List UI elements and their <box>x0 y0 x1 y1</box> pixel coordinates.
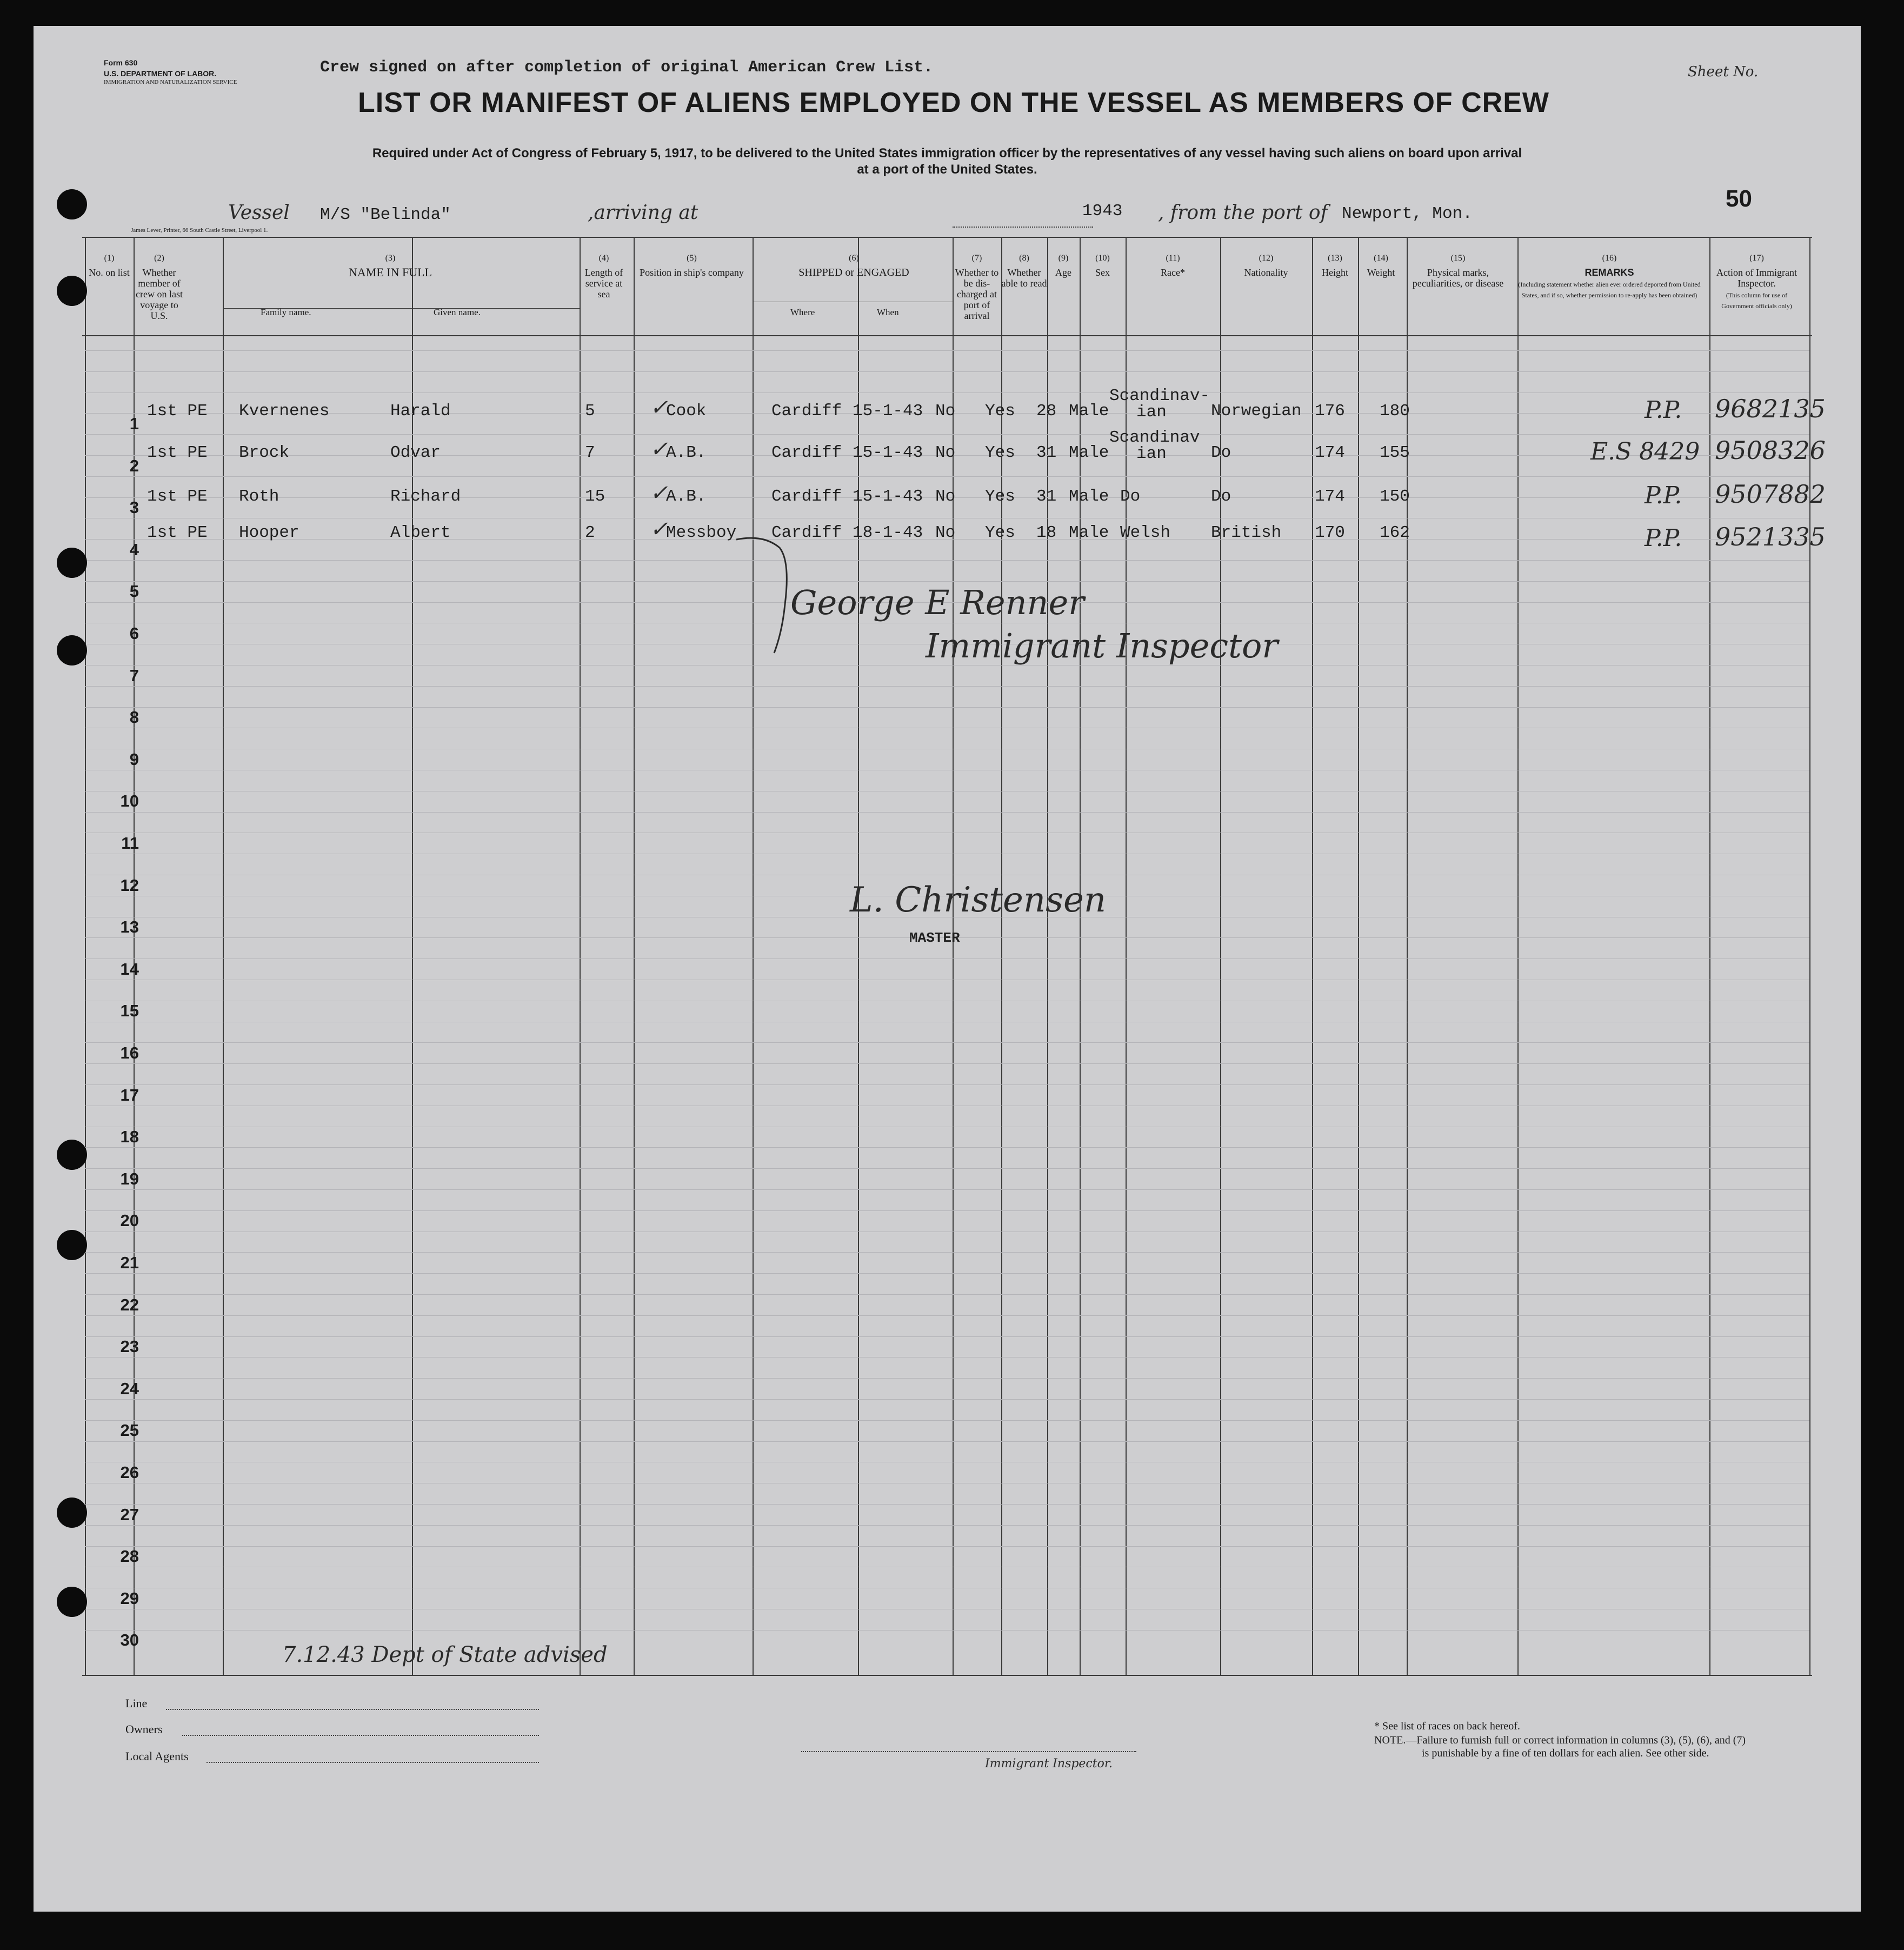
remark-annotation: P.P. <box>1645 396 1682 424</box>
column-rule <box>134 237 135 1675</box>
column-header-14: (14) Weight <box>1367 254 1395 278</box>
row-number: 26 <box>120 1463 139 1482</box>
crew-given-cell: Albert <box>390 523 451 542</box>
column-header-3: (3) NAME IN FULL <box>349 254 432 279</box>
remark-annotation: P.P. <box>1645 482 1682 509</box>
crew-read-cell: Yes <box>985 523 1015 542</box>
column-header-13: (13) Height <box>1322 254 1348 278</box>
column-header-5: (5) Position in ship's company <box>640 254 744 278</box>
row-number: 22 <box>120 1295 139 1314</box>
owners-label: Owners <box>125 1722 163 1736</box>
row-number: 14 <box>120 959 139 979</box>
row-number: 30 <box>120 1630 139 1650</box>
crew-nationality-cell: Do <box>1211 487 1231 506</box>
grid-rule <box>85 1504 1809 1505</box>
crew-position-cell: A.B. <box>666 487 707 506</box>
manifest-sheet <box>34 26 1861 1912</box>
column-rule <box>1358 237 1359 1675</box>
row-number: 15 <box>120 1001 139 1021</box>
column-header-16: (16) REMARKS (Including statement whether alien ever ordered deported from United States, and if so, whether permission to re-apply has been obtained) <box>1518 254 1701 299</box>
row-number: 28 <box>120 1547 139 1566</box>
stamp-number: 50 <box>1726 185 1752 212</box>
grid-rule <box>85 560 1809 561</box>
column-header-2: (2) Whether member of crew on last voyage to U.S. <box>136 254 183 321</box>
grid-rule <box>85 707 1809 708</box>
grid-rule <box>85 392 1809 393</box>
inspector-action-number: 9507882 <box>1715 480 1826 509</box>
master-signature: L. Christensen <box>850 880 1107 920</box>
crew-age-cell: 31 <box>1036 443 1057 462</box>
row-number: 27 <box>120 1505 139 1524</box>
vessel-year: 1943 <box>1082 202 1123 221</box>
row-number: 18 <box>120 1127 139 1147</box>
form-number: Form 630 <box>104 58 138 67</box>
inspector-action-number: 9508326 <box>1715 436 1826 465</box>
crew-race1-cell: Scandinav <box>1109 428 1200 447</box>
crew-read-cell: Yes <box>985 443 1015 462</box>
row-number: 23 <box>120 1337 139 1356</box>
crew-prev-cell: 1st PE <box>147 443 208 462</box>
crew-where-cell: Cardiff <box>771 523 842 542</box>
column-header-9: (9) Age <box>1055 254 1071 278</box>
when-subheader: When <box>877 307 899 317</box>
crew-sex-cell: Male <box>1069 443 1109 462</box>
crew-weight-cell: 162 <box>1380 523 1410 542</box>
crew-race1-cell: Do <box>1120 487 1141 506</box>
row-number: 6 <box>129 624 139 643</box>
family-name-subheader: Family name. <box>261 307 311 317</box>
grid-rule <box>85 1084 1809 1085</box>
column-rule <box>1126 237 1127 1675</box>
grid-rule <box>85 371 1809 372</box>
crew-discharged-cell: No <box>935 487 956 506</box>
column-rule <box>634 237 635 1675</box>
checkmark-icon: ✓ <box>650 481 668 505</box>
column-rule <box>1312 237 1313 1675</box>
remark-annotation: E.S 8429 <box>1590 438 1700 465</box>
grid-rule <box>85 812 1809 813</box>
crew-age-cell: 31 <box>1036 487 1057 506</box>
grid-rule <box>85 1189 1809 1190</box>
crew-sex-cell: Male <box>1069 523 1109 542</box>
where-subheader: Where <box>790 307 815 317</box>
crew-sex-cell: Male <box>1069 487 1109 506</box>
row-number: 16 <box>120 1043 139 1062</box>
grid-rule <box>85 1042 1809 1043</box>
grid-rule <box>85 1336 1809 1337</box>
inspector-signature: George E Renner <box>790 583 1084 622</box>
grid-rule <box>85 686 1809 687</box>
grid-rule <box>85 1399 1809 1400</box>
crew-race1-cell: Scandinav- <box>1109 387 1210 405</box>
column-rule <box>85 237 86 1675</box>
grid-rule <box>85 1147 1809 1148</box>
penalty-note-continued: is punishable by a fine of ten dollars for each alien. See other side. <box>1422 1747 1709 1759</box>
grid-rule <box>85 581 1809 582</box>
column-rule <box>753 237 754 1675</box>
crew-given-cell: Harald <box>390 402 451 421</box>
crew-when-cell: 15-1-43 <box>853 402 923 421</box>
from-port-label: , from the port of <box>1158 202 1328 224</box>
crew-height-cell: 174 <box>1315 487 1345 506</box>
grid-rule <box>85 1420 1809 1421</box>
immigrant-inspector-label: Immigrant Inspector. <box>985 1757 1113 1771</box>
row-number: 11 <box>121 834 139 853</box>
punch-hole <box>57 1140 87 1170</box>
column-header-1: (1) No. on list <box>89 254 130 278</box>
printer-credit: James Lever, Printer, 66 South Castle Street, Liverpool 1. <box>131 227 268 234</box>
row-number: 19 <box>120 1169 139 1188</box>
punch-hole <box>57 276 87 306</box>
crew-age-cell: 18 <box>1036 523 1057 542</box>
column-header-10: (10) Sex <box>1095 254 1110 278</box>
crew-family-cell: Roth <box>239 487 279 506</box>
inspector-action-number: 9682135 <box>1715 394 1826 423</box>
races-note: * See list of races on back hereof. <box>1374 1720 1520 1732</box>
row-number: 17 <box>120 1085 139 1104</box>
crew-service-cell: 5 <box>585 402 595 421</box>
subtitle-line1: Required under Act of Congress of February 5, 1917, to be delivered to the United States immigration officer by the representatives of any vessel having such aliens on board upon arrival <box>372 146 1522 161</box>
row-number: 8 <box>129 708 139 727</box>
crew-where-cell: Cardiff <box>771 487 842 506</box>
checkmark-icon: ✓ <box>650 517 668 542</box>
crew-service-cell: 2 <box>585 523 595 542</box>
punch-hole <box>57 548 87 578</box>
crew-height-cell: 170 <box>1315 523 1345 542</box>
remark-annotation: P.P. <box>1645 524 1682 552</box>
vessel-name: M/S "Belinda" <box>320 205 451 224</box>
grid-rule <box>85 1063 1809 1064</box>
grid-rule <box>85 476 1809 477</box>
crew-family-cell: Brock <box>239 443 290 462</box>
column-header-7: (7) Whether to be dis-charged at port of arrival <box>955 254 999 321</box>
inspector-action-number: 9521335 <box>1715 522 1826 551</box>
crew-sex-cell: Male <box>1069 402 1109 421</box>
crew-prev-cell: 1st PE <box>147 487 208 506</box>
column-header-6: (6) SHIPPED or ENGAGED <box>798 254 909 278</box>
crew-race1-cell: Welsh <box>1120 523 1171 542</box>
column-header-11: (11) Race* <box>1161 254 1185 278</box>
row-number: 12 <box>120 875 139 895</box>
punch-hole <box>57 1587 87 1617</box>
sheet-number-label: Sheet No. <box>1688 64 1759 80</box>
crew-read-cell: Yes <box>985 402 1015 421</box>
crew-when-cell: 18-1-43 <box>853 523 923 542</box>
crew-discharged-cell: No <box>935 443 956 462</box>
crew-note: Crew signed on after completion of original American Crew List. <box>320 58 934 77</box>
row-number: 24 <box>120 1379 139 1398</box>
column-rule <box>223 237 224 1675</box>
department: U.S. DEPARTMENT OF LABOR. <box>104 69 217 78</box>
grid-rule <box>85 1441 1809 1442</box>
punch-hole <box>57 1498 87 1528</box>
row-number: 10 <box>120 791 139 811</box>
form-title: LIST OR MANIFEST OF ALIENS EMPLOYED ON THE VESSEL AS MEMBERS OF CREW <box>358 87 1549 118</box>
column-rule <box>580 237 581 1675</box>
row-number: 9 <box>129 749 139 769</box>
penalty-note: NOTE.—Failure to furnish full or correct information in columns (3), (5), (6), and (7) <box>1374 1734 1746 1746</box>
column-header-15: (15) Physical marks, peculiarities, or disease <box>1412 254 1504 289</box>
arriving-label: ,arriving at <box>588 202 698 224</box>
grid-rule <box>85 1315 1809 1316</box>
row-number: 4 <box>129 540 139 559</box>
column-header-4: (4) Length of service at sea <box>584 254 623 300</box>
row-number: 5 <box>129 582 139 601</box>
grid-rule <box>85 1294 1809 1295</box>
checkmark-icon: ✓ <box>650 395 668 420</box>
crew-service-cell: 15 <box>585 487 605 506</box>
crew-when-cell: 15-1-43 <box>853 443 923 462</box>
departure-port: Newport, Mon. <box>1342 204 1473 223</box>
inspector-signature-title: Immigrant Inspector <box>926 626 1278 665</box>
crew-prev-cell: 1st PE <box>147 523 208 542</box>
column-rule <box>1709 237 1710 1675</box>
crew-age-cell: 28 <box>1036 402 1057 421</box>
crew-read-cell: Yes <box>985 487 1015 506</box>
grid-rule <box>85 434 1809 435</box>
crew-weight-cell: 155 <box>1380 443 1410 462</box>
row-number: 13 <box>120 917 139 937</box>
service: IMMIGRATION AND NATURALIZATION SERVICE <box>104 79 237 85</box>
vessel-label: Vessel <box>228 202 290 224</box>
grid-rule <box>85 350 1809 351</box>
row-number: 21 <box>120 1253 139 1272</box>
row-number: 3 <box>129 498 139 517</box>
line-label: Line <box>125 1696 148 1710</box>
crew-where-cell: Cardiff <box>771 402 842 421</box>
grid-rule <box>85 1378 1809 1379</box>
crew-family-cell: Kvernenes <box>239 402 330 421</box>
crew-position-cell: A.B. <box>666 443 707 462</box>
crew-prev-cell: 1st PE <box>147 402 208 421</box>
row-number: 2 <box>129 456 139 475</box>
grid-rule <box>85 1525 1809 1526</box>
punch-hole <box>57 1230 87 1260</box>
column-header-12: (12) Nationality <box>1244 254 1288 278</box>
row-number: 25 <box>120 1421 139 1440</box>
crew-given-cell: Richard <box>390 487 461 506</box>
grid-rule <box>85 1210 1809 1211</box>
checkmark-icon: ✓ <box>650 437 668 462</box>
crew-nationality-cell: British <box>1211 523 1282 542</box>
column-rule <box>1517 237 1519 1675</box>
crew-nationality-cell: Norwegian <box>1211 402 1302 421</box>
crew-discharged-cell: No <box>935 523 956 542</box>
crew-position-cell: Messboy <box>666 523 737 542</box>
crew-height-cell: 174 <box>1315 443 1345 462</box>
grid-rule <box>85 1168 1809 1169</box>
crew-discharged-cell: No <box>935 402 956 421</box>
crew-weight-cell: 180 <box>1380 402 1410 421</box>
crew-service-cell: 7 <box>585 443 595 462</box>
column-header-17: (17) Action of Immigrant Inspector. (This column for use of Government officials only) <box>1716 254 1797 310</box>
grid-rule <box>85 1252 1809 1253</box>
state-department-annotation: 7.12.43 Dept of State advised <box>282 1642 608 1667</box>
crew-height-cell: 176 <box>1315 402 1345 421</box>
crew-when-cell: 15-1-43 <box>853 487 923 506</box>
column-header-8: (8) Whether able to read <box>1001 254 1047 289</box>
crew-nationality-cell: Do <box>1211 443 1231 462</box>
subtitle-line2: at a port of the United States. <box>857 162 1037 177</box>
row-number: 1 <box>129 414 139 433</box>
crew-position-cell: Cook <box>666 402 707 421</box>
punch-hole <box>57 189 87 219</box>
grid-rule <box>85 1546 1809 1547</box>
row-number: 7 <box>129 665 139 685</box>
crew-given-cell: Odvar <box>390 443 441 462</box>
local-agents-label: Local Agents <box>125 1749 189 1763</box>
crew-race-cell-continued: ian <box>1136 403 1167 422</box>
master-label: MASTER <box>909 930 960 946</box>
crew-family-cell: Hooper <box>239 523 299 542</box>
row-number: 29 <box>120 1588 139 1608</box>
crew-where-cell: Cardiff <box>771 443 842 462</box>
grid-rule <box>85 1273 1809 1274</box>
crew-race-cell-continued: ian <box>1136 444 1167 463</box>
crew-weight-cell: 150 <box>1380 487 1410 506</box>
given-name-subheader: Given name. <box>434 307 481 317</box>
row-number: 20 <box>120 1211 139 1230</box>
punch-hole <box>57 635 87 665</box>
